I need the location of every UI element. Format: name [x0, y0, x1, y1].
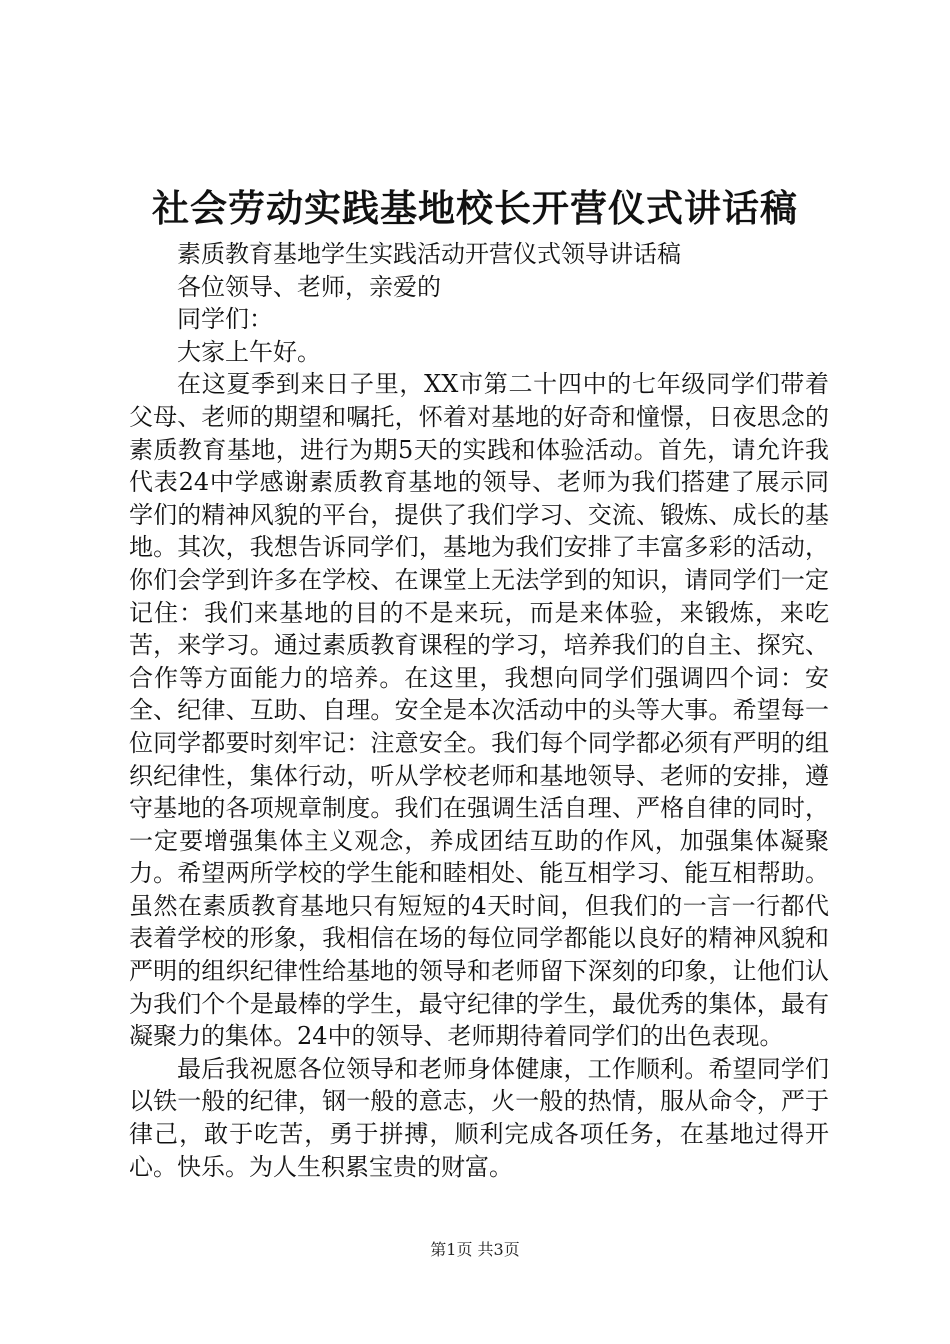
- greeting-paragraph: 大家上午好。: [177, 337, 321, 366]
- salutation-continuation: 同学们：: [177, 305, 273, 334]
- main-paragraph: 在这夏季到来日子里，XX市第二十四中的七年级同学们带着父母、老师的期望和嘱托，怀着对基地的好奇和憧憬，日夜思念的素质教育基地，进行为期5天的实践和体验活动。首先，请允许我代表24中学感谢素质教育基地的领导、老师为我们搭建了展示同学们的精神风貌的平台，提供了我们学习、交流、锻炼、成长的基地。其次，我想告诉同学们，基地为我们安排了丰富多彩的活动，你们会学到许多在学校、在课堂上无法学到的知识，请同学们一定记住：我们来基地的目的不是来玩，而是来体验，来锻炼，来吃苦，来学习。通过素质教育课程的学习，培养我们的自主、探究、合作等方面能力的培养。在这里，我想向同学们强调四个词：安全、纪律、互助、自理。安全是本次活动中的头等大事。希望每一位同学都要时刻牢记：注意安全。我们每个同学都必须有严明的组织纪律性，集体行动，听从学校老师和基地领导、老师的安排，遵守基地的各项规章制度。我们在强调生活自理、严格自律的同时，一定要增强集体主义观念，养成团结互助的作风，加强集体凝聚力。希望两所学校的学生能和睦相处、能互相学习、能互相帮助。虽然在素质教育基地只有短短的4天时间，但我们的一言一行都代表着学校的形象，我相信在场的每位同学都能以良好的精神风貌和严明的组织纪律性给基地的领导和老师留下深刻的印象，让他们认为我们个个是最棒的学生，最守纪律的学生，最优秀的集体，最有凝聚力的集体。24中的领导、老师期待着同学们的出色表现。: [129, 370, 829, 1051]
- document-title: 社会劳动实践基地校长开营仪式讲话稿: [152, 186, 798, 230]
- closing-paragraph: 最后我祝愿各位领导和老师身体健康，工作顺利。希望同学们以铁一般的纪律，钢一般的意志，火一般的热情，服从命令，严于律己，敢于吃苦，勇于拼搏，顺利完成各项任务，在基地过得开心。快乐。为人生积累宝贵的财富。: [129, 1054, 829, 1181]
- salutation-paragraph: 各位领导、老师，亲爱的: [177, 272, 441, 301]
- document-body: [129, 238, 829, 1183]
- subtitle-paragraph: 素质教育基地学生实践活动开营仪式领导讲话稿: [177, 240, 681, 268]
- page-number-footer: 第1页 共3页: [430, 1240, 520, 1259]
